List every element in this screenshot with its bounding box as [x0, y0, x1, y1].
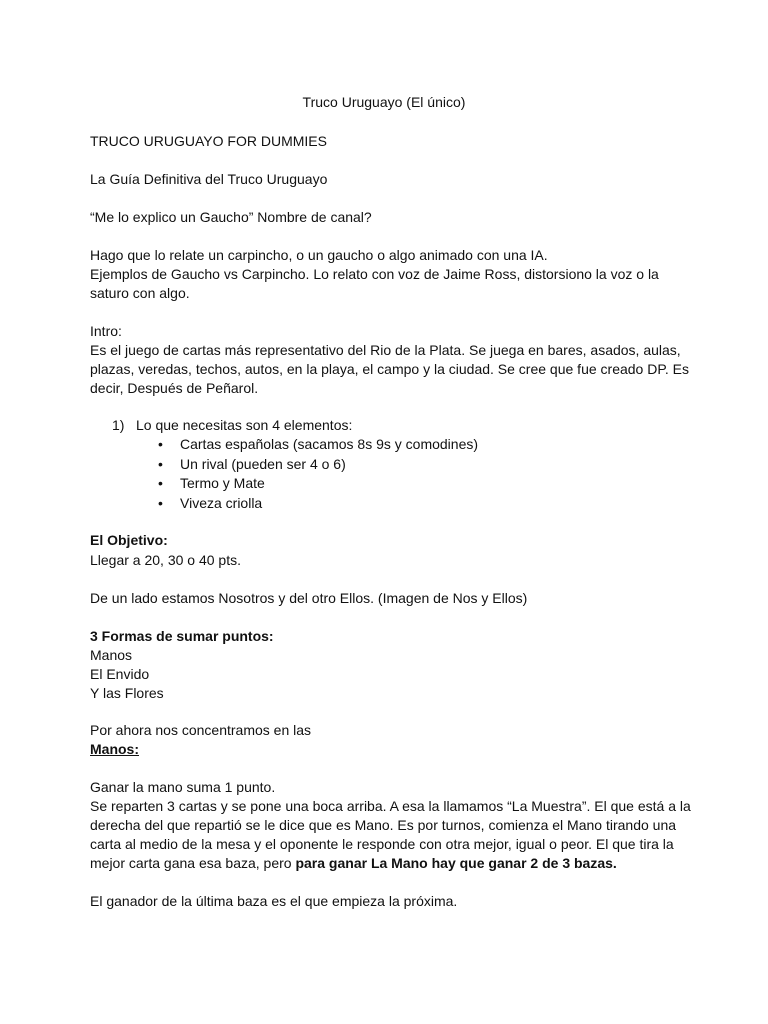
bullet-marker: •	[158, 456, 163, 472]
document-heading: TRUCO URUGUAYO FOR DUMMIES	[90, 133, 327, 149]
list-item: Termo y Mate	[180, 475, 265, 491]
intro-label: Intro:	[90, 323, 122, 339]
idea-line: Hago que lo relate un carpincho, o un gaucho o algo animado con una IA.	[90, 247, 548, 263]
closing-text: El ganador de la última baza es el que empieza la próxima.	[90, 893, 458, 909]
requirements-text: Lo que necesitas son 4 elementos:	[136, 417, 353, 433]
manos-line: derecha del que repartió se le dice que es Mano. Es por turnos, comienza el Mano tirando una	[90, 817, 677, 833]
idea-line: Ejemplos de Gaucho vs Carpincho. Lo relato con voz de Jaime Ross, distorsiono la voz o la	[90, 266, 659, 282]
intro-line: plazas, veredas, techos, autos, en la playa, el campo y la ciudad. Se cree que fue creado DP. Es	[90, 361, 689, 377]
scoring-item: El Envido	[90, 666, 150, 682]
intro-line: Es el juego de cartas más representativo del Rio de la Plata. Se juega en bares, asados, aulas,	[90, 342, 681, 358]
scoring-label: 3 Formas de sumar puntos:	[90, 628, 274, 644]
scoring-item: Y las Flores	[90, 685, 164, 701]
objective-label: El Objetivo:	[90, 532, 168, 548]
manos-line: carta al medio de la mesa y el oponente le responde con otra mejor, igual o peor. El que tira la	[90, 836, 674, 852]
list-item: Viveza criolla	[180, 495, 263, 511]
channel-question: “Me lo explico un Gaucho” Nombre de canal?	[90, 209, 372, 225]
manos-line: Ganar la mano suma 1 punto.	[90, 779, 276, 795]
objective-text: Llegar a 20, 30 o 40 pts.	[90, 552, 241, 568]
manos-line-emphasis: para ganar La Mano hay que ganar 2 de 3 bazas.	[295, 855, 617, 871]
bullet-marker: •	[158, 495, 163, 511]
bullet-marker: •	[158, 475, 163, 491]
list-item: Cartas españolas (sacamos 8s 9s y comodines)	[180, 436, 479, 452]
document-title: Truco Uruguayo (El único)	[302, 94, 466, 110]
idea-line: saturo con algo.	[90, 285, 190, 301]
list-number: 1)	[112, 417, 125, 433]
manos-label: Manos:	[90, 741, 139, 757]
document-subtitle: La Guía Definitiva del Truco Uruguayo	[90, 171, 328, 187]
intro-line: decir, Después de Peñarol.	[90, 380, 259, 396]
bullet-marker: •	[158, 436, 163, 452]
manos-line: Se reparten 3 cartas y se pone una boca arriba. A esa la llamamos “La Muestra”. El que está a la	[90, 798, 691, 814]
sides-text: De un lado estamos Nosotros y del otro Ellos. (Imagen de Nos y Ellos)	[90, 590, 528, 606]
manos-line-start: mejor carta gana esa baza, pero	[90, 855, 296, 871]
scoring-item: Manos	[90, 647, 133, 663]
manos-line	[90, 854, 617, 873]
list-item: Un rival (pueden ser 4 o 6)	[180, 456, 346, 472]
focus-text: Por ahora nos concentramos en las	[90, 722, 312, 738]
